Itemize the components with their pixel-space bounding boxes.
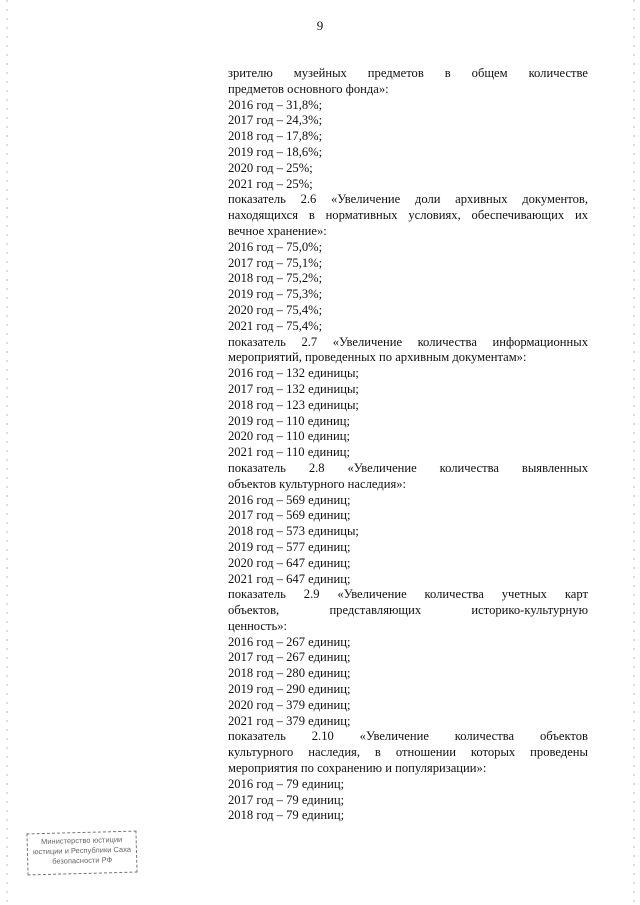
text-line: 2017 год – 569 единиц; — [228, 508, 351, 523]
text-line: 2021 год – 110 единиц; — [228, 445, 350, 460]
text-line: 2019 год – 290 единиц; — [228, 682, 351, 697]
text-line: 2017 год – 24,3%; — [228, 113, 323, 128]
text-line: находящихся в нормативных условиях, обеспечивающих их — [228, 208, 588, 223]
text-line: 2016 год – 267 единиц; — [228, 634, 351, 649]
text-line: 2018 год – 573 единицы; — [228, 524, 359, 539]
text-line: 2021 год – 25%; — [228, 176, 313, 191]
text-line: 2017 год – 79 единиц; — [228, 792, 345, 807]
text-line: мероприятия по сохранению и популяризации»: — [228, 761, 487, 776]
text-line: зрителю музейных предметов в общем количестве — [228, 66, 588, 80]
text-line: 2020 год – 379 единиц; — [228, 697, 351, 712]
text-line: 2017 год – 132 единицы; — [228, 381, 359, 396]
text-line: 2016 год – 31,8%; — [228, 97, 323, 112]
left-edge-marks — [6, 0, 8, 905]
text-line: 2018 год – 17,8%; — [228, 129, 323, 144]
registration-stamp — [26, 831, 137, 876]
text-line: 2016 год – 79 единиц; — [228, 776, 345, 791]
text-line: 2019 год – 18,6%; — [228, 144, 323, 159]
text-line: показатель 2.8 «Увеличение количества выявленных — [228, 460, 588, 475]
text-line: показатель 2.7 «Увеличение количества информационных — [228, 334, 588, 349]
stamp-line-3: безопасности РФ — [52, 855, 113, 866]
text-line: 2018 год – 75,2%; — [228, 271, 323, 286]
right-edge-marks — [633, 0, 635, 905]
page-number: 9 — [316, 18, 324, 33]
text-line: 2020 год – 75,4%; — [228, 302, 323, 317]
text-line: 2016 год – 132 единицы; — [228, 366, 359, 381]
text-line: показатель 2.9 «Увеличение количества учетных карт — [228, 587, 588, 602]
text-line: 2016 год – 75,0%; — [228, 239, 323, 254]
text-line: объектов, представляющих историко-культурную — [228, 603, 588, 618]
stamp-line-2: юстиции и Республики Саха — [32, 844, 132, 857]
stamp-line-1: Министерство юстиции — [40, 834, 123, 847]
document-body — [228, 66, 588, 824]
text-line: 2021 год – 647 единиц; — [228, 571, 351, 586]
text-line: показатель 2.10 «Увеличение количества объектов — [228, 729, 588, 744]
text-line: 2019 год – 577 единиц; — [228, 539, 351, 554]
text-line: предметов основного фонда»: — [228, 81, 389, 96]
text-line: 2020 год – 110 единиц; — [228, 429, 350, 444]
text-line: 2021 год – 379 единиц; — [228, 713, 351, 728]
text-line: 2017 год – 267 единиц; — [228, 650, 351, 665]
text-line: 2019 год – 110 единиц; — [228, 413, 350, 428]
text-line: 2021 год – 75,4%; — [228, 318, 323, 333]
text-line: 2016 год – 569 единиц; — [228, 492, 351, 507]
text-line: культурного наследия, в отношении которых проведены — [228, 745, 588, 760]
text-line: 2018 год – 123 единицы; — [228, 397, 359, 412]
text-line: 2018 год – 79 единиц; — [228, 808, 345, 823]
text-line: вечное хранение»: — [228, 223, 327, 238]
text-line: мероприятий, проведенных по архивным документам»: — [228, 350, 527, 365]
text-line: 2020 год – 25%; — [228, 160, 313, 175]
text-line: показатель 2.6 «Увеличение доли архивных документов, — [228, 192, 588, 207]
text-line: 2018 год – 280 единиц; — [228, 666, 351, 681]
text-line: 2017 год – 75,1%; — [228, 255, 323, 270]
text-line: 2019 год – 75,3%; — [228, 287, 323, 302]
text-line: объектов культурного наследия»: — [228, 476, 407, 491]
text-line: ценность»: — [228, 618, 288, 633]
text-line: 2020 год – 647 единиц; — [228, 555, 351, 570]
